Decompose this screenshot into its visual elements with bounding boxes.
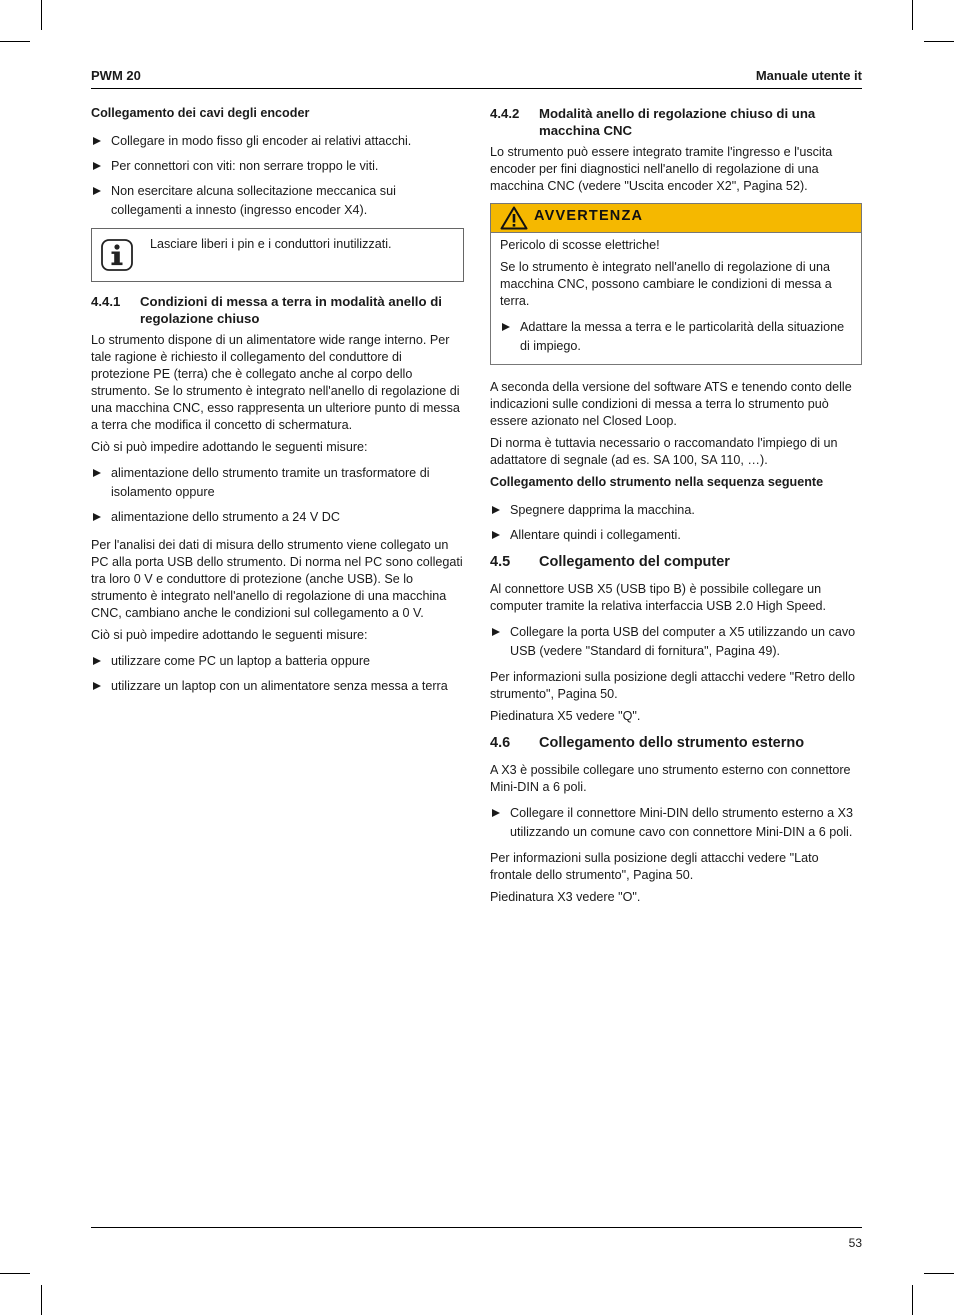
section-number: 4.6 [490,735,511,751]
bullet-arrow-icon [492,531,500,539]
bullet-arrow-icon [492,506,500,514]
warning-box [490,203,862,365]
footer-rule [91,1227,862,1228]
section-title: Condizioni di messa a terra in modalità anello di regolazione chiuso [140,294,442,326]
sequence-list [490,501,862,545]
paragraph: Per informazioni sulla posizione degli attacchi vedere "Retro dello strumento", Pagina 50. [490,670,855,701]
paragraph: Lo strumento dispone di un alimentatore wide range interno. Per tale ragione è richiesto il collegamento del conduttore di protezione PE (terra) che è collegato anche al corpo dello strumento. Se lo strumento è integrato nell'anello di regolazione di una macchina CNC, esso rappresenta un ulteriore punto di messa a terra che modifica il concetto di schermatura. [91,333,460,432]
warning-line: Pericolo di scosse elettriche! [500,238,660,252]
measures-list [91,464,464,527]
bullet-arrow-icon [502,323,510,331]
crop-mark [41,0,42,30]
list-item: Allentare quindi i collegamenti. [490,526,862,545]
section-heading-4-4-1 [91,293,464,327]
list-item: Adattare la messa a terra e le particolarità della situazione di impiego. [500,318,852,356]
page-number: 53 [848,1236,862,1250]
warning-body [491,233,861,364]
warning-line: Se lo strumento è integrato nell'anello di regolazione di una macchina CNC, possono cambiare le condizioni di messa a terra. [500,260,832,308]
crop-mark [924,41,954,42]
crop-mark [0,41,30,42]
paragraph: Piedinatura X3 vedere "O". [490,890,641,904]
warning-list [500,318,852,356]
paragraph: Ciò si può impedire adottando le seguenti misure: [91,440,368,454]
crop-mark [41,1285,42,1315]
warning-triangle-icon [500,206,528,230]
section-heading-4-4-2 [490,105,862,139]
mini-din-list [490,804,862,842]
bullet-arrow-icon [93,513,101,521]
bullet-arrow-icon [93,657,101,665]
bullet-arrow-icon [93,137,101,145]
bullet-arrow-icon [93,469,101,477]
bullet-arrow-icon [93,162,101,170]
section-number: 4.4.1 [91,294,121,309]
right-column [490,105,862,911]
measures-list [91,652,464,696]
paragraph: Al connettore USB X5 (USB tipo B) è possibile collegare un computer tramite la relativa interfaccia USB 2.0 High Speed. [490,582,826,613]
bullet-arrow-icon [492,628,500,636]
encoder-heading: Collegamento dei cavi degli encoder [91,106,310,120]
note-text: Lasciare liberi i pin e i conduttori inutilizzati. [150,237,392,251]
section-number: 4.5 [490,554,511,570]
list-item: Collegare il connettore Mini-DIN dello strumento esterno a X3 utilizzando un comune cavo con connettore Mini-DIN a 6 poli. [490,804,862,842]
paragraph: Lo strumento può essere integrato tramite l'ingresso e l'uscita encoder per fini diagnostici nell'anello di regolazione di una macchina CNC (vedere "Uscita encoder X2", Pagina 52). [490,145,833,193]
bullet-arrow-icon [492,809,500,817]
list-item: Spegnere dapprima la macchina. [490,501,862,520]
bullet-arrow-icon [93,187,101,195]
paragraph: Per l'analisi dei dati di misura dello strumento viene collegato un PC alla porta USB dello strumento. Di norma nel PC sono collegati tra loro 0 V e conduttore di protezione (anche USB). Se lo strumento è integrato nell'anello di regolazione di una macchina CNC, cambiano anche le condizioni sul collegamento a 0 V. [91,538,463,620]
list-item: alimentazione dello strumento a 24 V DC [91,508,464,527]
section-title: Modalità anello di regolazione chiuso di una macchina CNC [539,106,816,138]
header-product: PWM 20 [91,68,141,83]
list-item: Collegare in modo fisso gli encoder ai relativi attacchi. [91,132,464,151]
sequence-heading: Collegamento dello strumento nella sequenza seguente [490,475,824,489]
crop-mark [0,1273,30,1274]
section-title: Collegamento dello strumento esterno [539,735,805,751]
list-item: utilizzare un laptop con un alimentatore senza messa a terra [91,677,464,696]
encoder-list [91,132,464,220]
warning-header [491,204,861,233]
paragraph: A X3 è possibile collegare uno strumento esterno con connettore Mini-DIN a 6 poli. [490,763,851,794]
section-heading-4-5 [490,553,862,572]
list-item: utilizzare come PC un laptop a batteria oppure [91,652,464,671]
crop-mark [912,1285,913,1315]
info-note [91,228,464,282]
paragraph: A seconda della versione del software ATS e tenendo conto delle indicazioni sulle condizioni di messa a terra lo strumento può essere azionato nel Closed Loop. [490,380,852,428]
info-icon [101,239,133,271]
usb-list [490,623,862,661]
paragraph: Per informazioni sulla posizione degli attacchi vedere "Lato frontale dello strumento", Pagina 50. [490,851,819,882]
warning-title: AVVERTENZA [534,208,644,224]
section-number: 4.4.2 [490,106,520,121]
page-header [91,68,862,89]
bullet-arrow-icon [93,682,101,690]
crop-mark [912,0,913,30]
list-item: Collegare la porta USB del computer a X5 utilizzando un cavo USB (vedere "Standard di fornitura", Pagina 49). [490,623,862,661]
list-item: alimentazione dello strumento tramite un trasformatore di isolamento oppure [91,464,464,502]
paragraph: Piedinatura X5 vedere "Q". [490,709,641,723]
paragraph: Di norma è tuttavia necessario o raccomandato l'impiego di un adattatore di segnale (ad es. SA 100, SA 110, …). [490,436,838,467]
header-manual-title: Manuale utente it [755,68,862,83]
paragraph: Ciò si può impedire adottando le seguenti misure: [91,628,368,642]
left-column [91,105,464,704]
list-item: Non esercitare alcuna sollecitazione meccanica sui collegamenti a innesto (ingresso encoder X4). [91,182,464,220]
section-heading-4-6 [490,734,862,753]
section-title: Collegamento del computer [539,554,730,570]
list-item: Per connettori con viti: non serrare troppo le viti. [91,157,464,176]
crop-mark [924,1273,954,1274]
